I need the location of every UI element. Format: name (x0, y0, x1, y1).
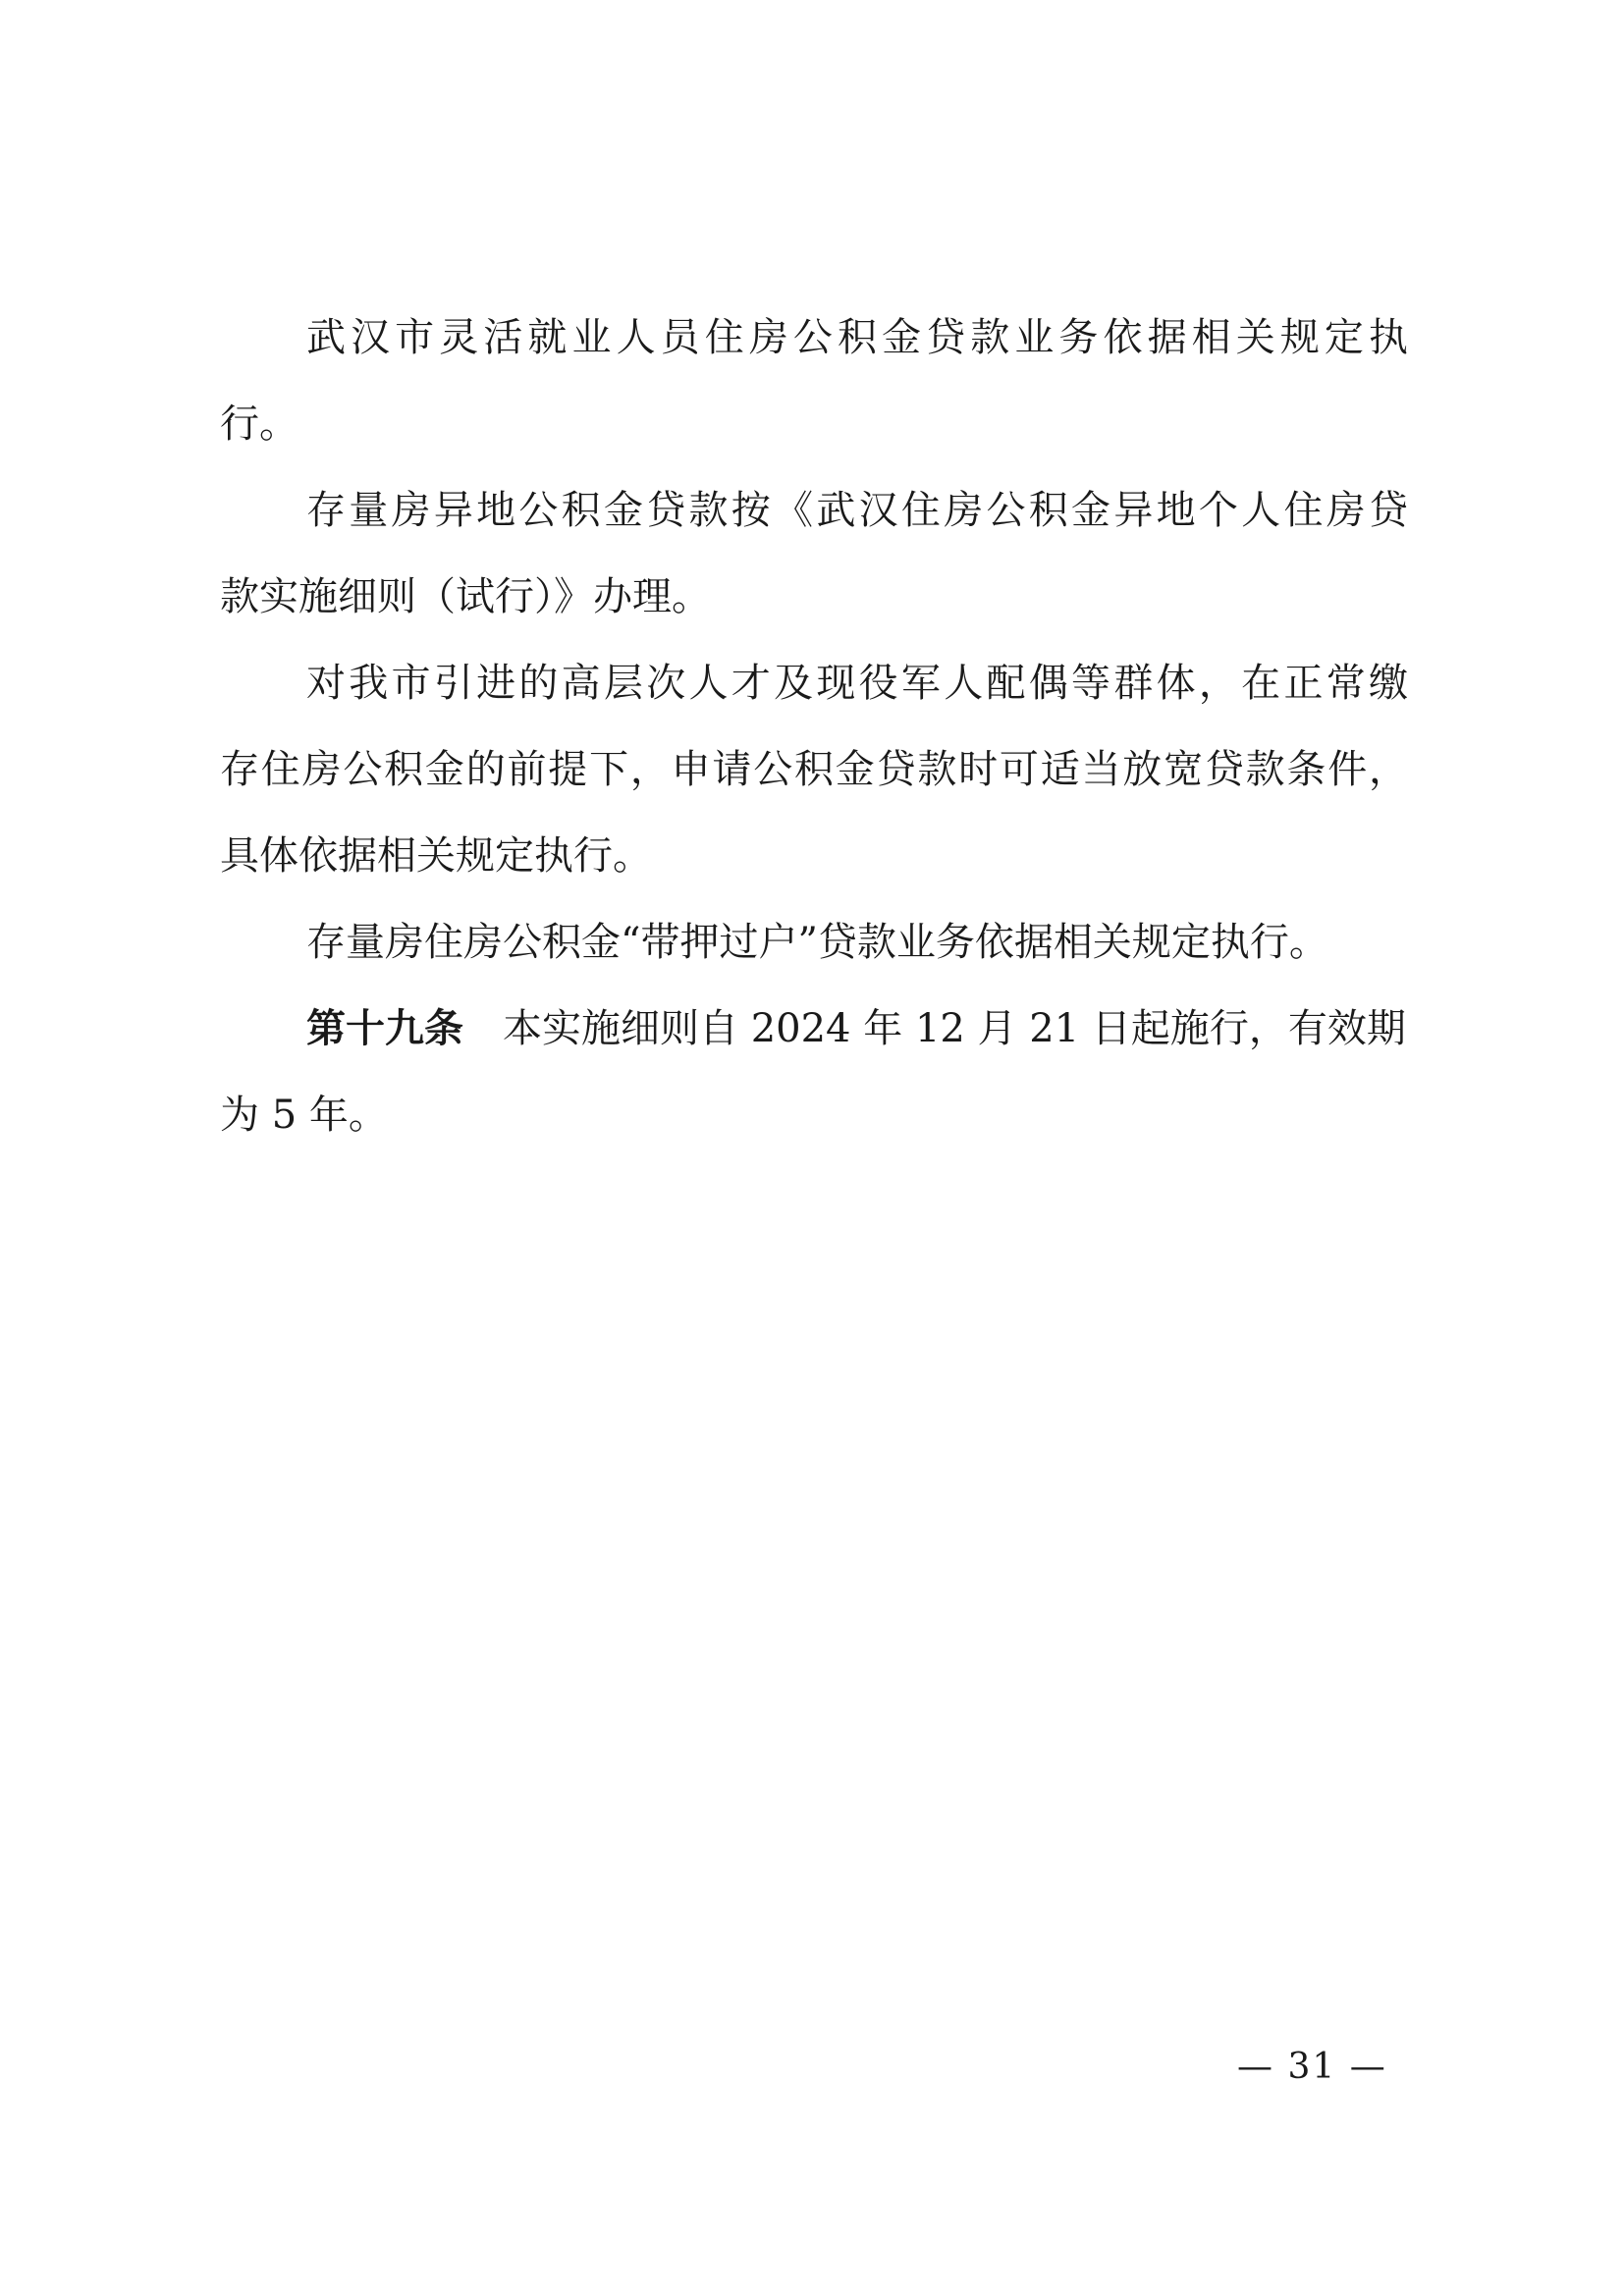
article-19-text: 本实施细则自 2024 年 12 月 21 日起施行，有效期 (503, 1006, 1406, 1051)
paragraph-3-line-2: 存住房公积金的前提下，申请公积金贷款时可适当放宽贷款条件， (220, 747, 1408, 792)
paragraph-3-line-1: 对我市引进的高层次人才及现役军人配偶等群体，在正常缴 (306, 661, 1408, 706)
paragraph-3-line-3: 具体依据相关规定执行。 (220, 833, 652, 879)
paragraph-2-line-1: 存量房异地公积金贷款按《武汉住房公积金异地个人住房贷 (306, 488, 1408, 533)
paragraph-2-line-2: 款实施细则（试行）》办理。 (220, 574, 711, 619)
article-19-line-1 (220, 986, 1408, 1072)
page-number: — 31 — (1237, 2047, 1387, 2087)
paragraph-1-line-2: 行。 (220, 401, 298, 447)
article-19-line-2: 为 5 年。 (220, 1093, 388, 1138)
article-19-label: 第十九条 (306, 1006, 463, 1051)
document-body (220, 294, 1408, 1158)
paragraph-4-line-1: 存量房住房公积金“带押过户”贷款业务依据相关规定执行。 (306, 920, 1328, 965)
paragraph-1-line-1: 武汉市灵活就业人员住房公积金贷款业务依据相关规定执 (306, 315, 1408, 360)
